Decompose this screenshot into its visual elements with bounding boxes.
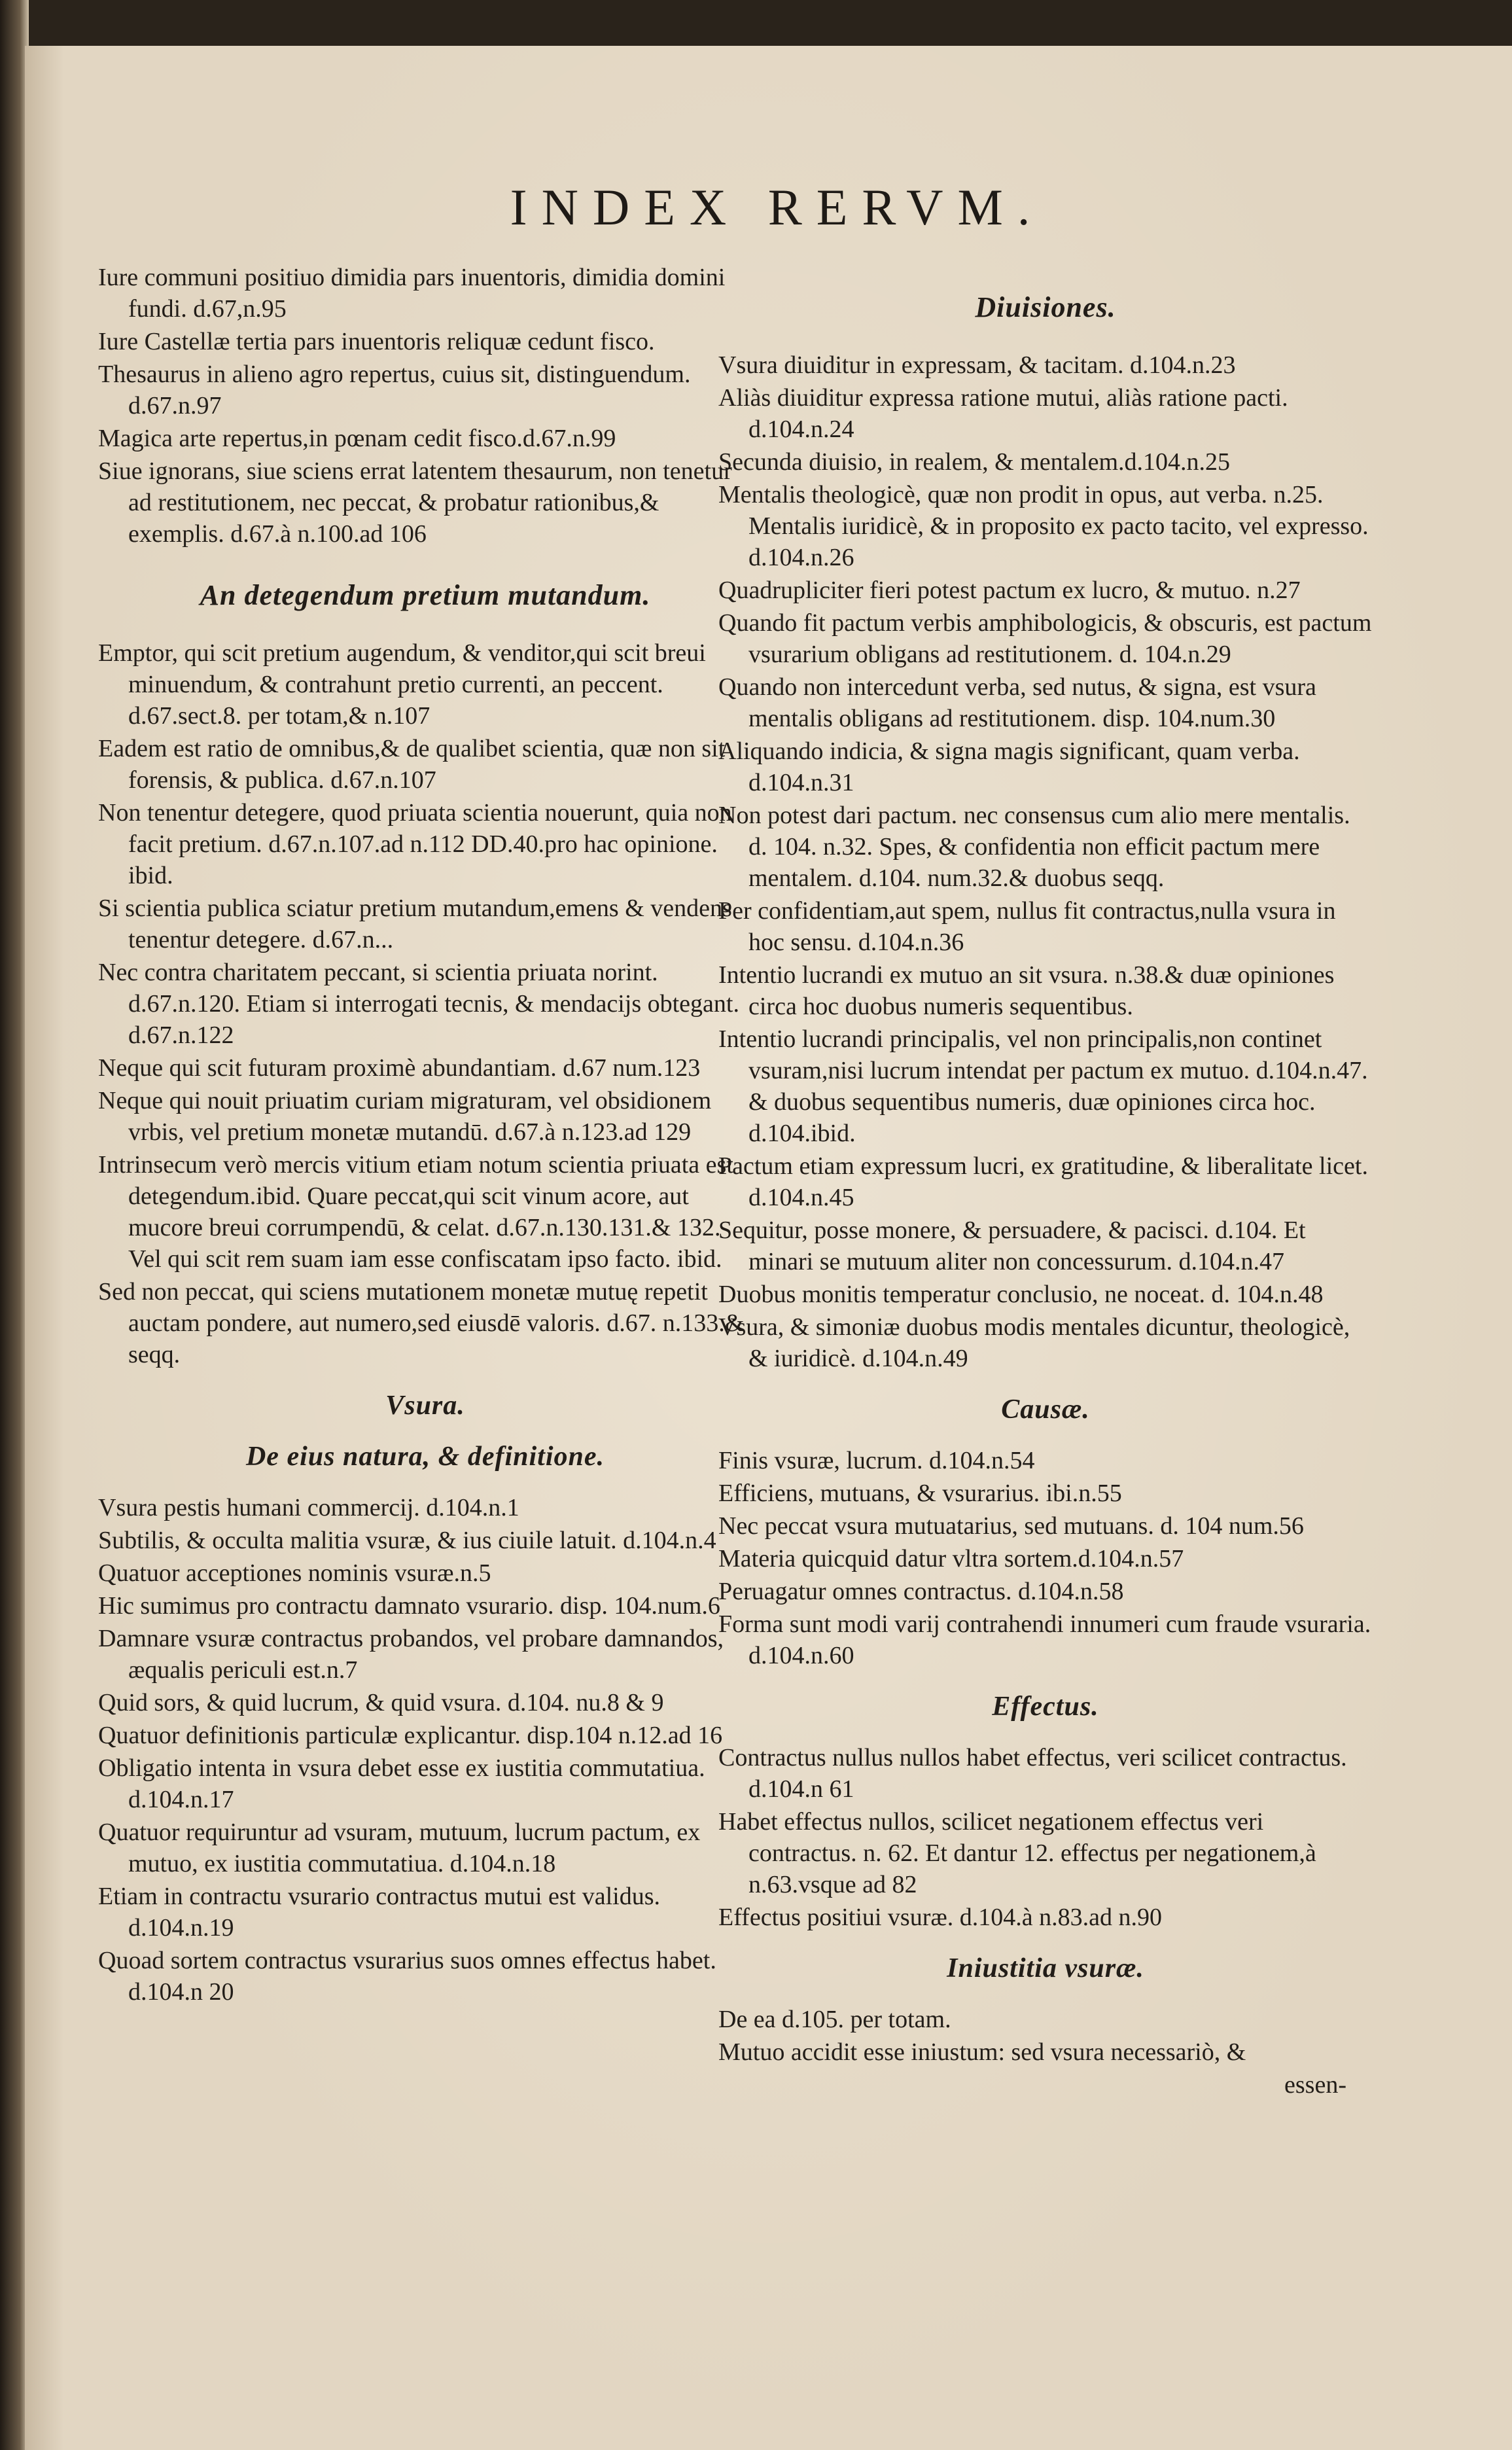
index-entry: Iure Castellæ tertia pars inuentoris reliquæ cedunt fisco. xyxy=(98,328,655,355)
intro-entries xyxy=(98,262,752,550)
section-entries xyxy=(718,1742,1373,1933)
index-entry: Effectus positiui vsuræ. d.104.à n.83.ad n.90 xyxy=(718,1904,1162,1931)
section-heading: Effectus. xyxy=(992,1692,1099,1722)
index-entry: Sequitur, posse monere, & persuadere, & pacisci. d.104. Et minari se mutuum aliter non concessurum. d.104.n.47 xyxy=(718,1216,1306,1275)
index-entry: Hic sumimus pro contractu damnato vsurario. disp. 104.num.6 xyxy=(98,1592,720,1620)
index-entry: Finis vsuræ, lucrum. d.104.n.54 xyxy=(718,1447,1035,1474)
index-entry: Habet effectus nullos, scilicet negationem effectus veri contractus. n. 62. Et dantur 12. effectus per negationem,à n.63.vsque ad 82 xyxy=(718,1808,1316,1898)
index-entry: Forma sunt modi varij contrahendi innumeri cum fraude vsuraria. d.104.n.60 xyxy=(718,1610,1371,1669)
section-heading: An detegendum pretium mutandum. xyxy=(200,579,651,611)
index-entry: Vsura, & simoniæ duobus modis mentales dicuntur, theologicè, & iuridicè. d.104.n.49 xyxy=(718,1313,1350,1372)
index-entry: Quadrupliciter fieri potest pactum ex lucro, & mutuo. n.27 xyxy=(718,577,1301,604)
index-entry: Peruagatur omnes contractus. d.104.n.58 xyxy=(718,1578,1124,1605)
index-entry: Neque qui nouit priuatim curiam migraturam, vel obsidionem vrbis, vel pretium monetæ mutandū. d.67.à n.123.ad 129 xyxy=(98,1087,712,1146)
section-heading: Diuisiones. xyxy=(975,291,1116,323)
index-entry: Iure communi positiuo dimidia pars inuentoris, dimidia domini fundi. d.67,n.95 xyxy=(98,264,726,323)
index-entry: Siue ignorans, siue sciens errat latentem thesaurum, non tenetur ad restitutionem, nec peccat, & probatur rationibus,& exemplis. d.67.à n.100.ad 106 xyxy=(98,457,732,548)
index-entry: Quando non intercedunt verba, sed nutus, & signa, est vsura mentalis obligans ad restitutionem. disp. 104.num.30 xyxy=(718,673,1316,732)
index-entry: Damnare vsuræ contractus probandos, vel probare damnandos, æqualis periculi est.n.7 xyxy=(98,1625,724,1684)
index-entry: Nec peccat vsura mutuatarius, sed mutuans. d. 104 num.56 xyxy=(718,1512,1304,1540)
subsection-heading: De eius natura, & definitione. xyxy=(245,1442,605,1472)
section-heading: Causæ. xyxy=(1001,1394,1090,1425)
section-entries xyxy=(98,637,752,1370)
index-entry: Intentio lucrandi ex mutuo an sit vsura. n.38.& duæ opiniones circa hoc duobus numeris sequentibus. xyxy=(718,961,1335,1020)
section-heading: Vsura. xyxy=(385,1391,465,1421)
index-entry: Subtilis, & occulta malitia vsuræ, & ius ciuile latuit. d.104.n.4 xyxy=(98,1527,716,1554)
index-entry: Duobus monitis temperatur conclusio, ne noceat. d. 104.n.48 xyxy=(718,1281,1324,1308)
index-entry: Mentalis theologicè, quæ non prodit in opus, aut verba. n.25. Mentalis iuridicè, & in proposito ex pacto tacito, vel expresso. d.104.n.26 xyxy=(718,481,1369,571)
index-entry: Quatuor definitionis particulæ explicantur. disp.104 n.12.ad 16 xyxy=(98,1722,723,1749)
index-entry: Per confidentiam,aut spem, nullus fit contractus,nulla vsura in hoc sensu. d.104.n.36 xyxy=(718,897,1336,956)
section-entries xyxy=(718,1445,1373,1671)
index-entry: Non tenentur detegere, quod priuata scientia nouerunt, quia non facit pretium. d.67.n.107.ad n.112 DD.40.pro hac opinione. ibid. xyxy=(98,799,732,889)
index-entry: Quid sors, & quid lucrum, & quid vsura. d.104. nu.8 & 9 xyxy=(98,1689,664,1716)
index-entry: Quatuor requiruntur ad vsuram, mutuum, lucrum pactum, ex mutuo, ex iustitia commutatiua. d.104.n.18 xyxy=(98,1819,701,1877)
index-entry: Efficiens, mutuans, & vsurarius. ibi.n.55 xyxy=(718,1480,1122,1507)
index-entry: Obligatio intenta in vsura debet esse ex iustitia commutatiua. d.104.n.17 xyxy=(98,1754,705,1813)
index-entry: Non potest dari pactum. nec consensus cum alio mere mentalis. d. 104. n.32. Spes, & confidentia non efficit pactum mere mentalem. d.104. num.32.& duobus seqq. xyxy=(718,802,1350,892)
index-entry: Aliàs diuiditur expressa ratione mutui, aliàs ratione pacti. d.104.n.24 xyxy=(718,384,1288,443)
book-page xyxy=(25,46,1512,2450)
index-entry: De ea d.105. per totam. xyxy=(718,2006,951,2033)
page-title: INDEX RERVM. xyxy=(510,179,1045,236)
index-entry: Eadem est ratio de omnibus,& de qualibet scientia, quæ non sit forensis, & publica. d.67.n.107 xyxy=(98,735,726,794)
index-entry: Quoad sortem contractus vsurarius suos omnes effectus habet. d.104.n 20 xyxy=(98,1947,716,2006)
section-entries xyxy=(718,2004,1373,2101)
index-entry: Mutuo accidit esse iniustum: sed vsura necessariò, & xyxy=(718,2038,1246,2066)
index-entry: Magica arte repertus,in pœnam cedit fisco.d.67.n.99 xyxy=(98,425,616,452)
index-entry: Quatuor acceptiones nominis vsuræ.n.5 xyxy=(98,1559,491,1587)
section-heading: Iniustitia vsuræ. xyxy=(947,1953,1144,1983)
index-entry: Etiam in contractu vsurario contractus mutui est validus. d.104.n.19 xyxy=(98,1883,661,1942)
section-entries xyxy=(718,349,1373,1374)
section-entries xyxy=(98,1492,752,2008)
index-entry: Vsura pestis humani commercij. d.104.n.1 xyxy=(98,1494,519,1521)
index-entry: Aliquando indicia, & signa magis significant, quam verba. d.104.n.31 xyxy=(718,737,1300,796)
right-column xyxy=(718,262,1373,2101)
index-entry: Quando fit pactum verbis amphibologicis, & obscuris, est pactum vsurarium obligans ad restitutionem. d. 104.n.29 xyxy=(718,609,1372,668)
index-entry: Vsura diuiditur in expressam, & tacitam. d.104.n.23 xyxy=(718,351,1236,379)
index-entry: Nec contra charitatem peccant, si scientia priuata norint. d.67.n.120. Etiam si interrogati tecnis, & mendacijs obtegant. d.67.n.122 xyxy=(98,959,739,1049)
index-entry: Pactum etiam expressum lucri, ex gratitudine, & liberalitate licet. d.104.n.45 xyxy=(718,1152,1368,1211)
index-entry: Intentio lucrandi principalis, vel non principalis,non continet vsuram,nisi lucrum intendat per pactum ex mutuo. d.104.n.47. & duobus sequentibus numeris, duæ opiniones circa hoc. d.104.ibid. xyxy=(718,1025,1368,1147)
catchword: essen- xyxy=(1284,2071,1346,2099)
left-column xyxy=(98,262,752,2009)
index-entry: Secunda diuisio, in realem, & mentalem.d.104.n.25 xyxy=(718,448,1231,476)
index-entry: Intrinsecum verò mercis vitium etiam notum scientia priuata est detegendum.ibid. Quare peccat,qui scit vinum acore, aut mucore breui corrumpendū, & celat. d.67.n.130.131.& 132. Vel qui scit rem suam iam esse confiscatam ipso facto. ibid. xyxy=(98,1151,733,1273)
index-entry: Materia quicquid datur vltra sortem.d.104.n.57 xyxy=(718,1545,1184,1572)
index-entry: Emptor, qui scit pretium augendum, & venditor,qui scit breui minuendum, & contrahunt pretio currenti, an peccent. d.67.sect.8. per totam,& n.107 xyxy=(98,639,706,730)
index-entry: Si scientia publica sciatur pretium mutandum,emens & vendens tenentur detegere. d.67.n... xyxy=(98,895,732,953)
index-entry: Sed non peccat, qui sciens mutationem monetæ mutuę repetit auctam pondere, aut numero,sed eiusdē valoris. d.67. n.133.& seqq. xyxy=(98,1278,745,1368)
index-entry: Neque qui scit futuram proximè abundantiam. d.67 num.123 xyxy=(98,1054,701,1082)
index-entry: Contractus nullus nullos habet effectus, veri scilicet contractus. d.104.n 61 xyxy=(718,1744,1347,1803)
index-entry: Thesaurus in alieno agro repertus, cuius sit, distinguendum. d.67.n.97 xyxy=(98,361,691,419)
